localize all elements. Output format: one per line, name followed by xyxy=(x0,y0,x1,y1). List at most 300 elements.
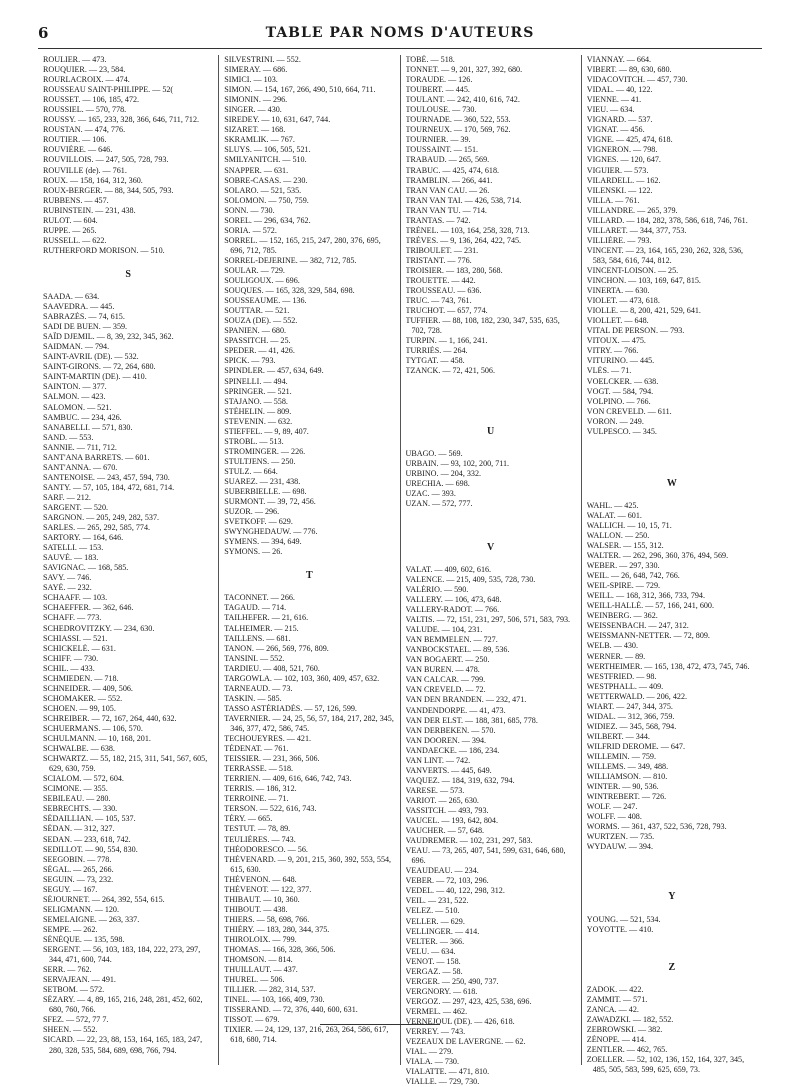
author-entry: TANON. — 266, 569, 776, 809. xyxy=(224,643,329,653)
author-entry: SCHWALBE. — 638. xyxy=(43,744,115,754)
author-entry: WINTREBERT. — 726. xyxy=(586,792,667,802)
author-entry: SCHOMAKER. — 552. xyxy=(43,693,123,703)
author-entry: VILLARET. — 344, 377, 753. xyxy=(586,225,687,235)
author-entry: SANT'ANA BARRETS. — 601. xyxy=(43,452,150,462)
author-entry: TOULOUSE. — 730. xyxy=(405,105,477,115)
page-number: 6 xyxy=(38,24,49,42)
author-entry: TAILHEFER. — 21, 616. xyxy=(224,613,309,623)
author-entry: TARNEAUD. — 73. xyxy=(224,683,293,693)
author-entry: VANBOCKSTAEL. — 89, 536. xyxy=(405,645,510,655)
author-entry: WESTFRIED. — 98. xyxy=(586,671,657,681)
author-entry: ROUQUIER. — 23, 584. xyxy=(43,65,126,75)
author-entry: VITOUX. — 475. xyxy=(586,336,646,346)
author-entry: SCHAEFFER. — 362, 646. xyxy=(43,603,134,613)
author-entry: WIDAL. — 312, 366, 759. xyxy=(586,711,675,721)
author-entry: TERRIS. — 186, 312. xyxy=(224,784,297,794)
author-entry: WORMS. — 361, 437, 522, 536, 728, 793. xyxy=(586,822,727,832)
author-entry: TIXIER. — 24, 129, 137, 216, 263, 264, 586, 617, 618, 680, 714. xyxy=(224,1025,389,1045)
author-entry: SANTENOISE. — 243, 457, 594, 730. xyxy=(43,472,170,482)
author-entry: ZANCA. — 42. xyxy=(586,1004,639,1014)
section-letter: V xyxy=(487,541,495,553)
author-entry: WEBER. — 297, 330. xyxy=(586,561,660,571)
author-entry: WALLICH. — 10, 15, 71. xyxy=(586,520,672,530)
author-entry: VILLIÈRE. — 793. xyxy=(586,235,652,245)
author-entry: VAN DEN BRANDEN. — 232, 471. xyxy=(405,695,527,705)
author-entry: SARGNON. — 205, 249, 282, 537. xyxy=(43,513,160,523)
author-entry: RUBBENS. — 457. xyxy=(43,195,109,205)
author-entry: WILLEMS. — 349, 488. xyxy=(586,762,669,772)
author-entry: URBAIN. — 93, 102, 200, 711. xyxy=(405,458,510,468)
author-entry: VAN BUREN. — 478. xyxy=(405,665,480,675)
author-entry: SATELLI. — 153. xyxy=(43,543,104,553)
author-entry: SMILYANITCH. — 510. xyxy=(224,155,307,165)
author-entry: VALÉRIO. — 590. xyxy=(405,584,469,594)
header-divider xyxy=(38,48,762,49)
author-entry: THÉODORESCO. — 56. xyxy=(224,844,308,854)
author-entry: VALAT. — 409, 602, 616. xyxy=(405,564,492,574)
author-entry: THÉVENARD. — 9, 201, 215, 360, 392, 553, 554, 615, 630. xyxy=(224,854,392,874)
author-entry: RUPPE. — 265. xyxy=(43,225,97,235)
author-entry: SOUQUES. — 165, 328, 329, 584, 698. xyxy=(224,286,355,296)
author-entry: SICARD. — 22, 23, 88, 153, 164, 165, 183, 247, 280, 328, 535, 584, 689, 698, 766, 794. xyxy=(43,1035,203,1055)
author-entry: WINTER. — 90, 536. xyxy=(586,782,659,792)
author-entry: VIBERT. — 89, 630, 680. xyxy=(586,65,672,75)
author-entry: SANT'ANNA. — 670. xyxy=(43,462,118,472)
author-entry: THOMSON. — 814. xyxy=(224,955,293,965)
index-columns xyxy=(38,55,762,1087)
author-entry: SPEDER. — 41, 426. xyxy=(224,346,295,356)
author-entry: SOLOMON. — 750, 759. xyxy=(224,195,309,205)
author-entry: VAN DER ELST. — 188, 381, 685, 778. xyxy=(405,715,538,725)
author-entry: VIDACOVITCH. — 457, 730. xyxy=(586,75,688,85)
author-entry: ROUX-BERGER. — 88, 344, 505, 793. xyxy=(43,185,174,195)
author-entry: STROMINGER. — 226. xyxy=(224,446,306,456)
author-entry: TYTGAT. — 458. xyxy=(405,356,465,366)
author-entry: SOULIGOUX. — 696. xyxy=(224,276,300,286)
author-entry: VIEU. — 634. xyxy=(586,105,635,115)
author-entry: WEISSMANN-NETTER. — 72, 809. xyxy=(586,631,710,641)
author-entry: SPINELLI. — 494. xyxy=(224,376,288,386)
author-entry: TALHEIMER. — 215. xyxy=(224,623,299,633)
author-entry: SVETKOFF. — 629. xyxy=(224,517,293,527)
author-entry: SEMPE. — 262. xyxy=(43,924,98,934)
author-entry: VAUDREMER. — 102, 231, 297, 583. xyxy=(405,836,533,846)
author-entry: VIGNAT. — 456. xyxy=(586,125,645,135)
author-entry: VORON. — 249. xyxy=(586,416,644,426)
author-entry: WALLON. — 250. xyxy=(586,530,650,540)
author-entry: TISSOT. — 679. xyxy=(224,1015,280,1025)
author-entry: RUSSELL. — 622. xyxy=(43,235,107,245)
author-entry: SOBRE-CASAS. — 230. xyxy=(224,175,308,185)
author-entry: VELLINGER. — 414. xyxy=(405,926,480,936)
author-entry: SCHNEIDER. — 409, 506. xyxy=(43,683,133,693)
author-entry: TRAN VAN CAU. — 26. xyxy=(405,185,490,195)
author-entry: STROBL. — 513. xyxy=(224,436,284,446)
author-entry: THIROLOIX. — 799. xyxy=(224,934,297,944)
author-entry: VIAL. — 279. xyxy=(405,1047,454,1057)
author-entry: URBINO. — 204, 332. xyxy=(405,468,482,478)
author-entry: SEEGOBIN. — 778. xyxy=(43,854,112,864)
author-entry: SARGENT. — 520. xyxy=(43,502,109,512)
author-entry: VULPESCO. — 345. xyxy=(586,426,657,436)
author-entry: TROUETTE. — 442. xyxy=(405,276,476,286)
author-entry: SARLES. — 265, 292, 585, 774. xyxy=(43,523,151,533)
author-entry: TOURNADE. — 360, 522, 553. xyxy=(405,115,511,125)
author-entry: SAYÉ. — 232. xyxy=(43,583,92,593)
author-entry: TRABUC. — 425, 474, 618. xyxy=(405,165,500,175)
author-entry: TACONNET. — 266. xyxy=(224,593,295,603)
author-entry: SOLARO. — 521, 535. xyxy=(224,185,302,195)
author-entry: VINCHON. — 103, 169, 647, 815. xyxy=(586,276,701,286)
author-entry: SAVIGNAC. — 168, 585. xyxy=(43,563,129,573)
author-entry: WEINBERG. — 362. xyxy=(586,611,658,621)
author-entry: SERVAJEAN. — 491. xyxy=(43,975,116,985)
author-entry: SAMBUC. — 234, 426. xyxy=(43,412,122,422)
author-entry: SCIMONE. — 355. xyxy=(43,784,108,794)
author-entry: WEILL. — 168, 312, 366, 733, 794. xyxy=(586,591,705,601)
author-entry: VAN DOOREN. — 394. xyxy=(405,735,487,745)
author-entry: SOUTTAR. — 521. xyxy=(224,306,290,316)
author-entry: VINCENT-LOISON. — 25. xyxy=(586,265,679,275)
author-entry: WEIL-SPIRE. — 729. xyxy=(586,581,661,591)
author-entry: VALUDE. — 104, 231. xyxy=(405,625,483,635)
page-header xyxy=(38,24,762,44)
author-entry: TRUCHOT. — 657, 774. xyxy=(405,306,488,316)
author-entry: SÉDAN. — 312, 327. xyxy=(43,824,115,834)
author-entry: TISSERAND. — 72, 376, 440, 600, 631. xyxy=(224,1005,358,1015)
author-entry: ZEBROWSKI. — 382. xyxy=(586,1024,663,1034)
page-title: TABLE PAR NOMS D'AUTEURS xyxy=(265,25,535,41)
author-entry: TINEL. — 103, 166, 409, 730. xyxy=(224,995,325,1005)
author-entry: TZANCK. — 72, 421, 506. xyxy=(405,366,495,376)
author-entry: STEVENIN. — 632. xyxy=(224,416,293,426)
author-entry: VELEZ. — 510. xyxy=(405,906,460,916)
author-entry: THOMAS. — 166, 328, 366, 506. xyxy=(224,945,336,955)
author-entry: WALSER. — 155, 312. xyxy=(586,541,664,551)
author-entry: VIENNE. — 41. xyxy=(586,95,642,105)
author-entry: SPASSITCH. — 25. xyxy=(224,336,291,346)
author-entry: WESTPHALL. — 409. xyxy=(586,681,664,691)
author-entry: VELU. — 634. xyxy=(405,946,456,956)
author-entry: VALLERY-RADOT. — 766. xyxy=(405,605,500,615)
author-entry: VELTER. — 366. xyxy=(405,936,465,946)
author-entry: SONN. — 730. xyxy=(224,205,275,215)
author-entry: VOELCKER. — 638. xyxy=(586,376,659,386)
author-entry: VEDEL. — 40, 122, 298, 312. xyxy=(405,886,505,896)
author-entry: SAAVEDRA. — 445. xyxy=(43,302,115,312)
author-entry: SCHIFF. — 730. xyxy=(43,653,99,663)
author-entry: ROUVILLE (de). — 761. xyxy=(43,165,127,175)
author-entry: TRÉNEL. — 103, 164, 258, 328, 713. xyxy=(405,225,530,235)
author-entry: VARESE. — 573. xyxy=(405,785,465,795)
author-entry: VEIL. — 231, 522. xyxy=(405,896,469,906)
author-entry: VAUCEL. — 193, 642, 804. xyxy=(405,816,498,826)
author-entry: VOLPINO. — 766. xyxy=(586,396,651,406)
author-entry: WILLEMIN. — 759. xyxy=(586,752,656,761)
author-entry: SYMENS. — 394, 649. xyxy=(224,537,302,547)
author-entry: TRAN VAN TAI. — 426, 538, 714. xyxy=(405,195,522,205)
author-entry: TERROINE. — 71. xyxy=(224,794,289,804)
author-entry: SCHOEN. — 99, 105. xyxy=(43,703,116,713)
author-entry: THUREL. — 506. xyxy=(224,975,285,985)
author-entry: TRISTANT. — 776. xyxy=(405,255,472,265)
author-entry: VIGNES. — 120, 647. xyxy=(586,155,661,165)
author-entry: ROUSSEAU SAINT-PHILIPPE. — 52( xyxy=(43,85,174,95)
author-entry: WILFRID DEROME. — 647. xyxy=(586,741,685,751)
author-entry: SAIDMAN. — 794. xyxy=(43,342,110,352)
author-entry: UBAGO. — 569. xyxy=(405,448,463,458)
author-entry: VILLA. — 761. xyxy=(586,195,640,205)
author-entry: VERGER. — 250, 490, 737. xyxy=(405,976,499,986)
author-entry: TÉDENAT. — 761. xyxy=(224,744,289,754)
author-entry: TERSON. — 522, 616, 743. xyxy=(224,804,317,814)
section-letter: U xyxy=(487,425,495,437)
author-entry: VANDAECKE. — 186, 234. xyxy=(405,745,500,755)
index-column xyxy=(581,55,762,1075)
author-entry: VEZEAUX DE LAVERGNE. — 62. xyxy=(405,1037,526,1047)
author-entry: SLUYS. — 106, 505, 521. xyxy=(224,145,311,155)
author-entry: WALTER. — 262, 296, 360, 376, 494, 569. xyxy=(586,551,729,561)
author-entry: VON CREVELD. — 611. xyxy=(586,406,672,416)
author-entry: SCHWARTZ. — 55, 182, 215, 311, 541, 567, 605, 629, 630, 759. xyxy=(43,754,208,774)
author-entry: SANABELLI. — 571, 830. xyxy=(43,422,133,432)
author-entry: ROURLACROIX. — 474. xyxy=(43,75,130,85)
author-entry: VIGNARD. — 537. xyxy=(586,115,653,125)
author-entry: VELLER. — 629. xyxy=(405,916,465,926)
author-entry: VEAUDEAU. — 234. xyxy=(405,866,479,876)
author-entry: SCHUERMANS. — 106, 570. xyxy=(43,724,143,733)
author-entry: THIÉRY. — 183, 280, 344, 375. xyxy=(224,924,330,934)
author-entry: VENOT. — 158. xyxy=(405,956,461,966)
author-entry: SEDILLOT. — 90, 554, 830. xyxy=(43,844,138,854)
author-entry: VAQUEZ. — 184, 319, 632, 794. xyxy=(405,775,515,785)
author-entry: THIBOUT. — 438. xyxy=(224,904,288,914)
author-entry: SIMERAY. — 686. xyxy=(224,65,288,75)
author-entry: RUTHERFORD MORISON. — 510. xyxy=(43,245,165,255)
author-entry: TOUBERT. — 445. xyxy=(405,85,470,95)
author-entry: SCHULMANN. — 10, 168, 201. xyxy=(43,734,151,744)
author-entry: SCHAFF. — 773. xyxy=(43,613,102,623)
author-entry: TRUC. — 743, 761. xyxy=(405,296,472,306)
author-entry: TILLIER. — 282, 314, 537. xyxy=(224,985,316,995)
author-entry: ZAMMIT. — 571. xyxy=(586,994,648,1004)
author-entry: TRABAUD. — 265, 569. xyxy=(405,155,490,165)
author-entry: SUBERBIELLE. — 698. xyxy=(224,487,307,497)
author-entry: SILVESTRINI. — 552. xyxy=(224,55,301,64)
author-entry: VIGUIER. — 573. xyxy=(586,165,649,175)
author-entry: STÉHELIN. — 809. xyxy=(224,406,292,416)
author-entry: WOLF. — 247. xyxy=(586,802,638,812)
author-entry: VERREY. — 743. xyxy=(405,1027,466,1037)
author-entry: VAN BEMMELEN. — 727. xyxy=(405,635,498,645)
author-entry: TEULIÈRES. — 743. xyxy=(224,834,296,844)
author-entry: VEBER. — 72, 103, 296. xyxy=(405,876,489,886)
author-entry: TASSO ASTÉRIADÈS. — 57, 126, 599. xyxy=(224,703,357,713)
author-entry: YOYOTTE. — 410. xyxy=(586,924,654,934)
author-entry: SELIGMANN. — 120. xyxy=(43,904,119,914)
author-entry: THIBAUT. — 10, 360. xyxy=(224,894,300,904)
author-entry: SYMONS. — 26. xyxy=(224,547,283,557)
author-entry: TROISIER. — 183, 280, 568. xyxy=(405,265,503,275)
index-column xyxy=(218,55,399,1065)
author-entry: TERRIEN. — 409, 616, 646, 742, 743. xyxy=(224,774,352,784)
author-entry: SAINT-MARTIN (DE). — 410. xyxy=(43,372,147,382)
author-entry: SAINT-GIRONS. — 72, 264, 680. xyxy=(43,362,156,372)
author-entry: VERNEJOUL (DE). — 426, 618. xyxy=(405,1016,515,1026)
author-entry: ROUX. — 158, 164, 312, 360. xyxy=(43,175,143,185)
author-entry: SORREL-DEJERINE. — 382, 712, 785. xyxy=(224,255,357,265)
author-entry: THÉVENON. — 648. xyxy=(224,874,297,884)
author-entry: SAINTON. — 377. xyxy=(43,382,107,392)
author-entry: SÉGAL. — 265, 266. xyxy=(43,864,114,874)
author-entry: SIZARET. — 168. xyxy=(224,125,286,135)
author-entry: VEAU. — 73, 265, 407, 541, 599, 631, 646, 680, 696. xyxy=(405,846,566,866)
author-entry: TASKIN. — 585. xyxy=(224,693,282,703)
author-entry: SIMONIN. — 296. xyxy=(224,95,288,105)
author-entry: SCHEDROVITZKY. — 234, 630. xyxy=(43,623,155,633)
author-entry: SPINDLER. — 457, 634, 649. xyxy=(224,366,324,376)
author-entry: TARGOWLA. — 102, 103, 360, 409, 457, 632. xyxy=(224,673,380,683)
author-entry: WIDIEZ. — 345, 568, 794. xyxy=(586,721,677,731)
author-entry: SCHREIBER. — 72, 167, 264, 440, 632. xyxy=(43,713,177,723)
section-letter: S xyxy=(125,268,131,280)
author-entry: RULOT. — 604. xyxy=(43,215,98,225)
author-entry: VIDAL. — 40, 122. xyxy=(586,85,653,95)
author-entry: SAVY. — 746. xyxy=(43,573,92,583)
author-entry: SIREDEY. — 10, 631, 647, 744. xyxy=(224,115,331,125)
author-entry: SALOMON. — 521. xyxy=(43,402,112,412)
author-entry: VALENCE. — 215, 409, 535, 728, 730. xyxy=(405,574,536,584)
author-entry: VIALATTE. — 471, 810. xyxy=(405,1067,490,1077)
author-entry: SÉDAILLIAN. — 105, 537. xyxy=(43,814,136,824)
author-entry: YOUNG. — 521, 534. xyxy=(586,914,661,924)
author-entry: WETTERWALD. — 206, 422. xyxy=(586,691,688,701)
author-entry: WIART. — 247, 344, 375. xyxy=(586,701,673,711)
author-entry: WYDAUW. — 394. xyxy=(586,842,653,852)
author-entry: SANNIE. — 711, 712. xyxy=(43,442,117,452)
author-entry: TAILLENS. — 681. xyxy=(224,633,291,643)
author-entry: TARDIEU. — 408, 521, 760. xyxy=(224,663,320,673)
author-entry: SOUSSEAUME. — 136. xyxy=(224,296,307,306)
author-entry: VASSITCH. — 493, 793. xyxy=(405,806,489,815)
author-entry: TRÈVES. — 9, 136, 264, 422, 745. xyxy=(405,235,522,245)
author-entry: SAINT-AVRIL (DE). — 532. xyxy=(43,352,139,362)
author-entry: VAN CREVELD. — 72. xyxy=(405,685,486,695)
author-entry: ZOELLER. — 52, 102, 136, 152, 164, 327, 345, 485, 505, 583, 599, 625, 659, 73. xyxy=(586,1054,745,1075)
author-entry: RUBINSTEIN. — 231, 438. xyxy=(43,205,136,215)
author-entry: SPANIEN. — 680. xyxy=(224,326,287,336)
author-entry: VITURINO. — 445. xyxy=(586,356,655,366)
author-entry: SANTY. — 57, 105, 184, 472, 681, 714. xyxy=(43,482,175,492)
author-entry: VAN BOGAERT. — 250. xyxy=(405,655,490,665)
author-entry: SÉJOURNET. — 264, 392, 554, 615. xyxy=(43,894,165,904)
author-entry: SETBOM. — 572. xyxy=(43,985,105,995)
author-entry: VAUCHER. — 57, 648. xyxy=(405,826,485,836)
author-entry: VINCENT. — 23, 164, 165, 230, 262, 328, 536, 583, 584, 616, 744, 812. xyxy=(586,245,744,265)
author-entry: SEBRECHTS. — 330. xyxy=(43,804,118,814)
section-letter: T xyxy=(306,570,313,582)
author-entry: SAUVÉ. — 183. xyxy=(43,553,99,563)
author-entry: TORAUDE. — 126. xyxy=(405,75,473,85)
author-entry: VIOLLET. — 648. xyxy=(586,316,649,326)
author-entry: WEILL-HALLÉ. — 57, 166, 241, 600. xyxy=(586,601,714,611)
author-entry: TOURNIER. — 39. xyxy=(405,135,471,145)
author-entry: VANDENDORPE. — 41, 473. xyxy=(405,705,506,715)
author-entry: SOREL. — 296, 634, 762. xyxy=(224,215,311,225)
author-entry: ZAWADZKI. — 182, 552. xyxy=(586,1014,674,1024)
author-entry: VIGNE. — 425, 474, 618. xyxy=(586,135,673,145)
author-entry: VIOLLE. — 8, 200, 421, 529, 641. xyxy=(586,306,701,316)
author-entry: VALTIS. — 72, 151, 231, 297, 506, 571, 583, 793. xyxy=(405,615,571,625)
author-entry: VIANNAY. — 664. xyxy=(586,55,652,64)
author-entry: WOLFF. — 408. xyxy=(586,812,642,822)
author-entry: STULTJENS. — 250. xyxy=(224,456,296,466)
author-entry: ZENTLER. — 462, 765. xyxy=(586,1044,668,1054)
author-entry: TOBÉ. — 518. xyxy=(405,55,455,64)
author-entry: WEIL. — 26, 648, 742, 766. xyxy=(586,571,680,581)
author-entry: TRANTAS. — 742. xyxy=(405,215,471,225)
author-entry: THÉVENOT. — 122, 377. xyxy=(224,884,312,894)
index-column xyxy=(400,55,581,1087)
author-entry: ZÉNOPE. — 414. xyxy=(586,1034,647,1044)
author-entry: VALLERY. — 106, 473, 648. xyxy=(405,595,502,605)
author-entry: SIMON. — 154, 167, 266, 490, 510, 664, 711. xyxy=(224,85,376,95)
author-entry: VIOLET. — 473, 618. xyxy=(586,296,660,306)
author-entry: VILLANDRE. — 265, 379. xyxy=(586,205,678,215)
author-entry: SAND. — 553. xyxy=(43,432,94,442)
author-entry: ROUVIÈRE. — 646. xyxy=(43,145,113,155)
author-entry: SPRINGER. — 521. xyxy=(224,386,292,396)
author-entry: ROUVILLOIS. — 247, 505, 728, 793. xyxy=(43,155,169,165)
author-entry: SCHAAFF. — 103. xyxy=(43,593,108,603)
author-entry: TROUSSEAU. — 636. xyxy=(405,286,482,296)
author-entry: STIEFFEL. — 9, 89, 407. xyxy=(224,426,309,436)
author-entry: TAGAUD. — 714. xyxy=(224,603,287,613)
author-entry: SAÏD DJEMIL. — 8, 39, 232, 345, 362. xyxy=(43,332,174,342)
author-entry: TAVERNIER. — 24, 25, 56, 57, 184, 217, 282, 345, 346, 377, 472, 586, 745. xyxy=(224,713,394,733)
author-entry: SCHICKELÉ. — 631. xyxy=(43,643,116,653)
author-entry: VANVERTS. — 445, 649. xyxy=(405,765,492,775)
author-entry: TERRASSE. — 518. xyxy=(224,764,294,774)
author-entry: WAHL. — 425. xyxy=(586,500,639,510)
author-entry: TRAMBLIN. — 266, 441. xyxy=(405,175,493,185)
author-entry: SCHIASSI. — 521. xyxy=(43,633,108,643)
author-entry: TONNET. — 9, 201, 327, 392, 680. xyxy=(405,65,523,75)
author-entry: UZAC. — 393. xyxy=(405,488,456,498)
author-entry: SERR. — 762. xyxy=(43,965,92,975)
author-entry: SIMICI. — 103. xyxy=(224,75,278,85)
author-entry: VITAL DE PERSON. — 793. xyxy=(586,326,685,336)
author-entry: URECHIA. — 698. xyxy=(405,478,470,488)
author-entry: SURMONT. — 39, 72, 456. xyxy=(224,497,316,507)
author-entry: ROUSSIEL. — 570, 778. xyxy=(43,105,127,115)
author-entry: ROULIER. — 473. xyxy=(43,55,107,64)
author-entry: SEGUY. — 167. xyxy=(43,884,98,894)
author-entry: SÉZARY. — 4, 89, 165, 216, 248, 281, 452, 602, 680, 760, 766. xyxy=(43,995,203,1015)
author-entry: VAN DERBEKEN. — 570. xyxy=(405,725,496,735)
author-entry: SEGUIN. — 73, 232. xyxy=(43,874,114,884)
author-entry: SKRAMLIK. — 767. xyxy=(224,135,295,145)
author-entry: SEBILEAU. — 280. xyxy=(43,794,111,804)
author-entry: VILENSKI. — 122. xyxy=(586,185,653,195)
author-entry: SUZOR. — 296. xyxy=(224,507,280,517)
author-entry: UZAN. — 572, 777. xyxy=(405,498,473,508)
author-entry: SALMON. — 423. xyxy=(43,392,106,402)
author-entry: ZADOK. — 422. xyxy=(586,984,644,994)
author-entry: TANSINI. — 552. xyxy=(224,653,285,663)
author-entry: VIALLE. — 729, 730. xyxy=(405,1077,480,1087)
author-entry: TRIBOULET. — 231. xyxy=(405,245,479,255)
